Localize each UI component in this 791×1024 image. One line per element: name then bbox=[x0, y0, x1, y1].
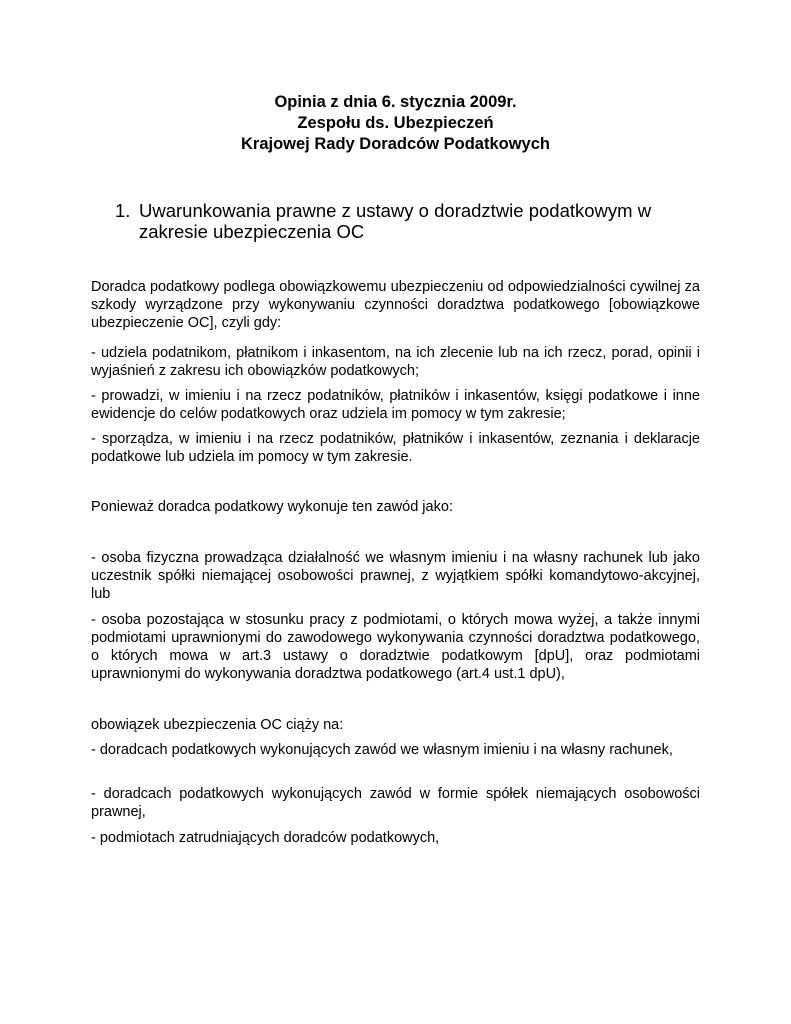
document-title bbox=[0, 92, 791, 155]
section-heading-text: Uwarunkowania prawne z ustawy o doradztwie podatkowym w zakresie ubezpieczenia OC bbox=[139, 200, 652, 242]
paragraph-item-books: - prowadzi, w imieniu i na rzecz podatników, płatników i inkasentów, księgi podatkowe i inne ewidencje do celów podatkowych oraz udziela im pomocy w tym zakresie; bbox=[91, 388, 700, 422]
section-number: 1. bbox=[115, 200, 131, 221]
paragraph-intro: Doradca podatkowy podlega obowiązkowemu ubezpieczeniu od odpowiedzialności cywilnej za szkody wyrządzone przy wykonywaniu czynności doradztwa podatkowego [obowiązkowe ubezpieczenie OC], czyli gdy: bbox=[91, 279, 700, 331]
title-line-date: Opinia z dnia 6. stycznia 2009r. bbox=[274, 93, 517, 111]
paragraph-item-employee: - osoba pozostająca w stosunku pracy z podmiotami, o których mowa wyżej, a także innymi podmiotami uprawnionymi do zawodowego wykonywania czynności doradztwa podatkowego, o których mowa w art.3 ustawy o doradztwie podatkowym [dpU], oraz podmiotami uprawnionymi do wykonywania doradztwa podatkowego (art.4 ust.1 dpU), bbox=[91, 612, 700, 682]
section-heading bbox=[115, 200, 675, 242]
paragraph-item-partnerships: - doradcach podatkowych wykonujących zawód w formie spółek niemających osobowości prawnej, bbox=[91, 786, 700, 820]
paragraph-item-own-name: - doradcach podatkowych wykonujących zawód we własnym imieniu i na własny rachunek, bbox=[91, 742, 673, 758]
title-line-council: Krajowej Rady Doradców Podatkowych bbox=[241, 135, 550, 153]
paragraph-item-declarations: - sporządza, w imieniu i na rzecz podatników, płatników i inkasentów, zeznania i deklaracje podatkowe lub udziela im pomocy w tym zakresie. bbox=[91, 431, 700, 465]
paragraph-because: Ponieważ doradca podatkowy wykonuje ten zawód jako: bbox=[91, 499, 453, 515]
paragraph-item-employers: - podmiotach zatrudniających doradców podatkowych, bbox=[91, 830, 440, 846]
paragraph-item-advice: - udziela podatnikom, płatnikom i inkasentom, na ich zlecenie lub na ich rzecz, porad, opinii i wyjaśnień z zakresu ich obowiązków podatkowych; bbox=[91, 345, 700, 379]
paragraph-item-natural-person: - osoba fizyczna prowadząca działalność we własnym imieniu i na własny rachunek lub jako uczestnik spółki niemającej osobowości prawnej, z wyjątkiem spółki komandytowo-akcyjnej, lub bbox=[91, 550, 700, 602]
paragraph-obligation: obowiązek ubezpieczenia OC ciąży na: bbox=[91, 717, 344, 733]
title-line-team: Zespołu ds. Ubezpieczeń bbox=[297, 114, 494, 132]
